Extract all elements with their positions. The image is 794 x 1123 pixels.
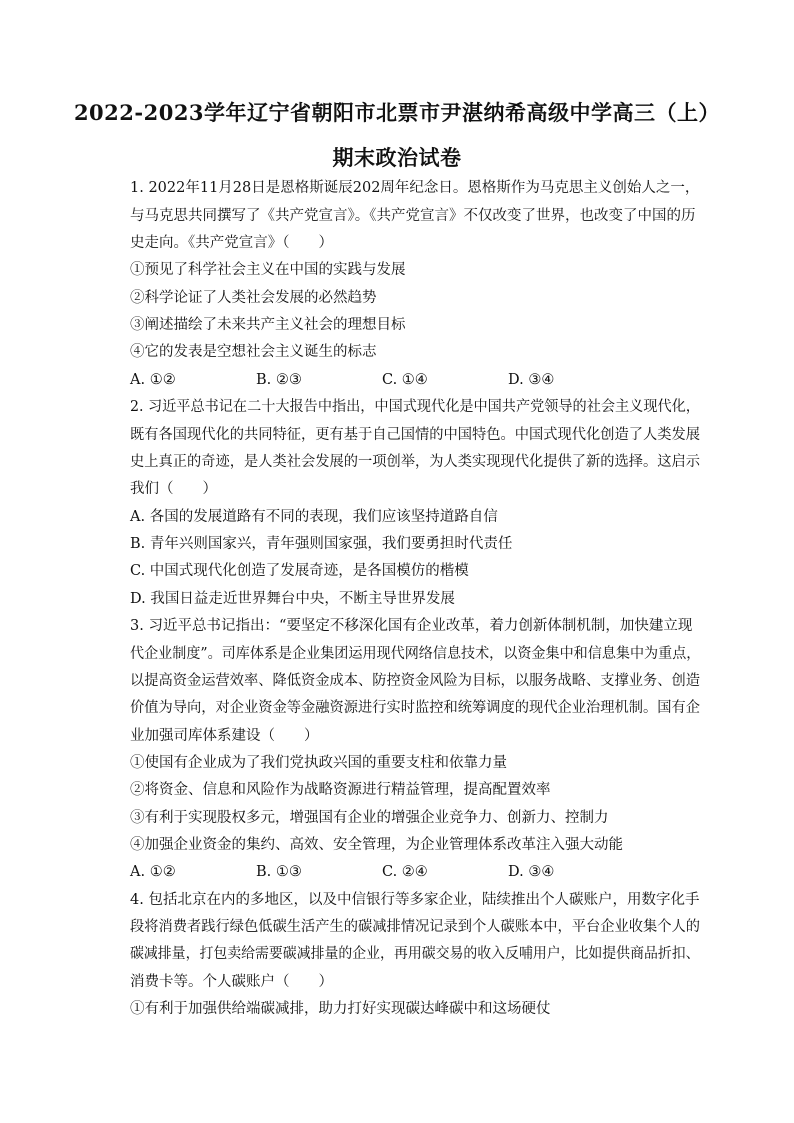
question-1-item: ③阐述描绘了未来共产主义社会的理想目标 [130,317,406,333]
question-1-item: ②科学论证了人类社会发展的必然趋势 [130,290,377,306]
question-4-stem-line: 消费卡等。个人碳账户（ ） [130,974,333,990]
question-1-option-c: C. ①④ [382,372,428,388]
question-3-option-d: D. ③④ [508,864,555,880]
question-2-option-c: C. 中国式现代化创造了发展奇迹，是各国模仿的楷模 [130,563,469,579]
question-4-stem-line: 4. 包括北京在内的多地区，以及中信银行等多家企业，陆续推出个人碳账户，用数字化手 [130,892,700,908]
question-3-stem-line: 以提高资金运营效率、降低资金成本、防控资金风险为目标，以服务战略、支撑业务、创造 [130,673,701,689]
question-3-item: ①使国有企业成为了我们党执政兴国的重要支柱和依靠力量 [130,755,507,771]
question-1-option-b: B. ②③ [256,372,302,388]
question-1-stem-line: 史走向。《共产党宣言》（ ） [130,235,333,251]
question-3-option-c: C. ②④ [382,864,428,880]
question-2-stem-line: 史上真正的奇迹，是人类社会发展的一项创举，为人类实现现代化提供了新的选择。这启示 [130,454,701,470]
question-4-stem-line: 碳减排量，打包卖给需要碳减排量的企业，再用碳交易的收入反哺用户，比如提供商品折扣、 [130,946,700,962]
question-3-item: ②将资金、信息和风险作为战略资源进行精益管理，提高配置效率 [130,782,551,798]
question-2-option-d: D. 我国日益走近世界舞台中央，不断主导世界发展 [130,591,455,607]
question-3-stem-line: 价值为导向，对企业资金等金融资源进行实时监控和统筹调度的现代企业治理机制。国有企 [130,700,701,716]
question-3-item: ③有利于实现股权多元，增强国有企业的增强企业竞争力、创新力、控制力 [130,810,609,826]
question-3-option-a: A. ①② [130,864,176,880]
question-3-option-b: B. ①③ [256,864,302,880]
question-1-stem-line: 与马克思共同撰写了《共产党宣言》。《共产党宣言》不仅改变了世界，也改变了中国的历 [130,208,696,224]
question-1-option-d: D. ③④ [508,372,555,388]
question-1-item: ①预见了科学社会主义在中国的实践与发展 [130,262,406,278]
question-1-stem-line: 1. 2022年11月28日是恩格斯诞辰202周年纪念日。恩格斯作为马克思主义创始人之一， [130,180,700,196]
question-4-stem-line: 段将消费者践行绿色低碳生活产生的碳减排情况记录到个人碳账本中，平台企业收集个人的 [130,919,701,935]
question-3-item: ④加强企业资金的集约、高效、安全管理，为企业管理体系改革注入强大动能 [130,837,623,853]
question-1-item: ④它的发表是空想社会主义诞生的标志 [130,344,377,360]
question-3-stem-line: 业加强司库体系建设（ ） [130,728,319,744]
question-4-item: ①有利于加强供给端碳减排，助力打好实现碳达峰碳中和这场硬仗 [130,1001,551,1017]
question-3-stem-line: 代企业制度”。司库体系是企业集团运用现代网络信息技术，以资金集中和信息集中为重点， [130,646,701,662]
question-1-option-a: A. ①② [130,372,176,388]
question-2-stem-line: 我们（ ） [130,481,217,497]
exam-title-line1: 2022-2023学年辽宁省朝阳市北票市尹湛纳希高级中学高三（上） [73,100,721,125]
question-2-option-a: A. 各国的发展道路有不同的表现，我们应该坚持道路自信 [130,509,498,525]
exam-title-line2: 期末政治试卷 [332,145,462,170]
question-3-stem-line: 3. 习近平总书记指出：“要坚定不移深化国有企业改革，着力创新体制机制，加快建立现 [130,618,693,634]
question-2-option-b: B. 青年兴则国家兴，青年强则国家强，我们要勇担时代责任 [130,536,513,552]
question-2-stem-line: 既有各国现代化的共同特征，更有基于自己国情的中国特色。中国式现代化创造了人类发展 [130,427,701,443]
question-2-stem-line: 2. 习近平总书记在二十大报告中指出，中国式现代化是中国共产党领导的社会主义现代化， [130,399,700,415]
